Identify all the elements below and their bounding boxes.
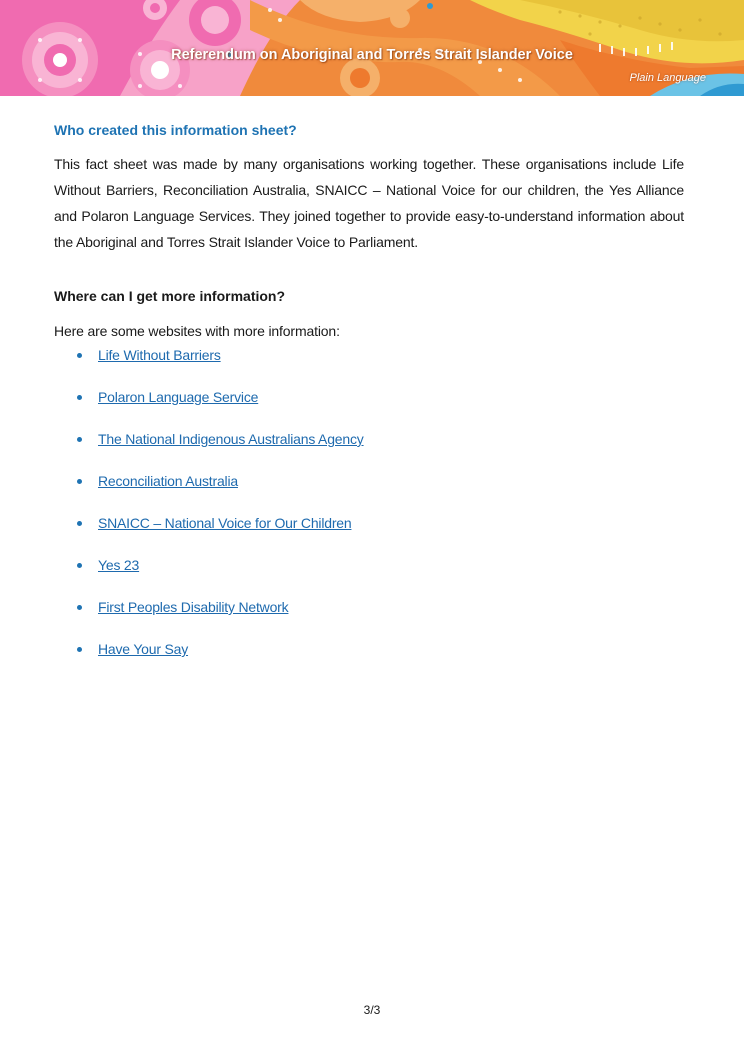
link-life-without-barriers[interactable]: Life Without Barriers xyxy=(98,347,221,363)
link-polaron-language-service[interactable]: Polaron Language Service xyxy=(98,389,259,405)
bullet-icon xyxy=(77,605,82,610)
list-item xyxy=(54,429,684,471)
link-have-your-say[interactable]: Have Your Say xyxy=(98,641,189,657)
bullet-icon xyxy=(77,437,82,442)
link-yes-23[interactable]: Yes 23 xyxy=(98,557,140,573)
plain-language-label: Plain Language xyxy=(629,72,706,84)
list-item xyxy=(54,597,684,639)
bullet-icon xyxy=(77,563,82,568)
page-number: 3/3 xyxy=(363,1003,381,1017)
section-intro-more-info: Here are some websites with more information: xyxy=(54,323,340,339)
list-item xyxy=(54,639,684,681)
section-heading-more-info: Where can I get more information? xyxy=(54,288,286,304)
link-national-indigenous-australians-agency[interactable]: The National Indigenous Australians Agency xyxy=(98,431,364,447)
bullet-icon xyxy=(77,479,82,484)
document-title: Referendum on Aboriginal and Torres Strait Islander Voice xyxy=(171,47,573,63)
link-snaicc[interactable]: SNAICC – National Voice for Our Children xyxy=(98,515,352,531)
website-link-list xyxy=(54,345,684,681)
bullet-icon xyxy=(77,395,82,400)
section-heading-who-created: Who created this information sheet? xyxy=(54,122,297,138)
section-body-who-created: This fact sheet was made by many organisations working together. These organisations include Life Without Barriers, Reconciliation Australia, SNAICC – National Voice for our children, the Yes Alliance and Polaron Language Services. They joined together to provide easy-to-understand information about the Aboriginal and Torres Strait Islander Voice to Parliament. xyxy=(54,156,684,250)
section-who-created xyxy=(54,122,684,255)
section-more-information xyxy=(54,288,684,681)
header-banner xyxy=(0,0,744,96)
bullet-icon xyxy=(77,521,82,526)
bullet-icon xyxy=(77,353,82,358)
bullet-icon xyxy=(77,647,82,652)
list-item xyxy=(54,471,684,513)
list-item xyxy=(54,513,684,555)
link-reconciliation-australia[interactable]: Reconciliation Australia xyxy=(98,473,238,489)
main-content xyxy=(54,122,684,681)
list-item xyxy=(54,387,684,429)
list-item xyxy=(54,345,684,387)
list-item xyxy=(54,555,684,597)
link-first-peoples-disability-network[interactable]: First Peoples Disability Network xyxy=(98,599,289,615)
